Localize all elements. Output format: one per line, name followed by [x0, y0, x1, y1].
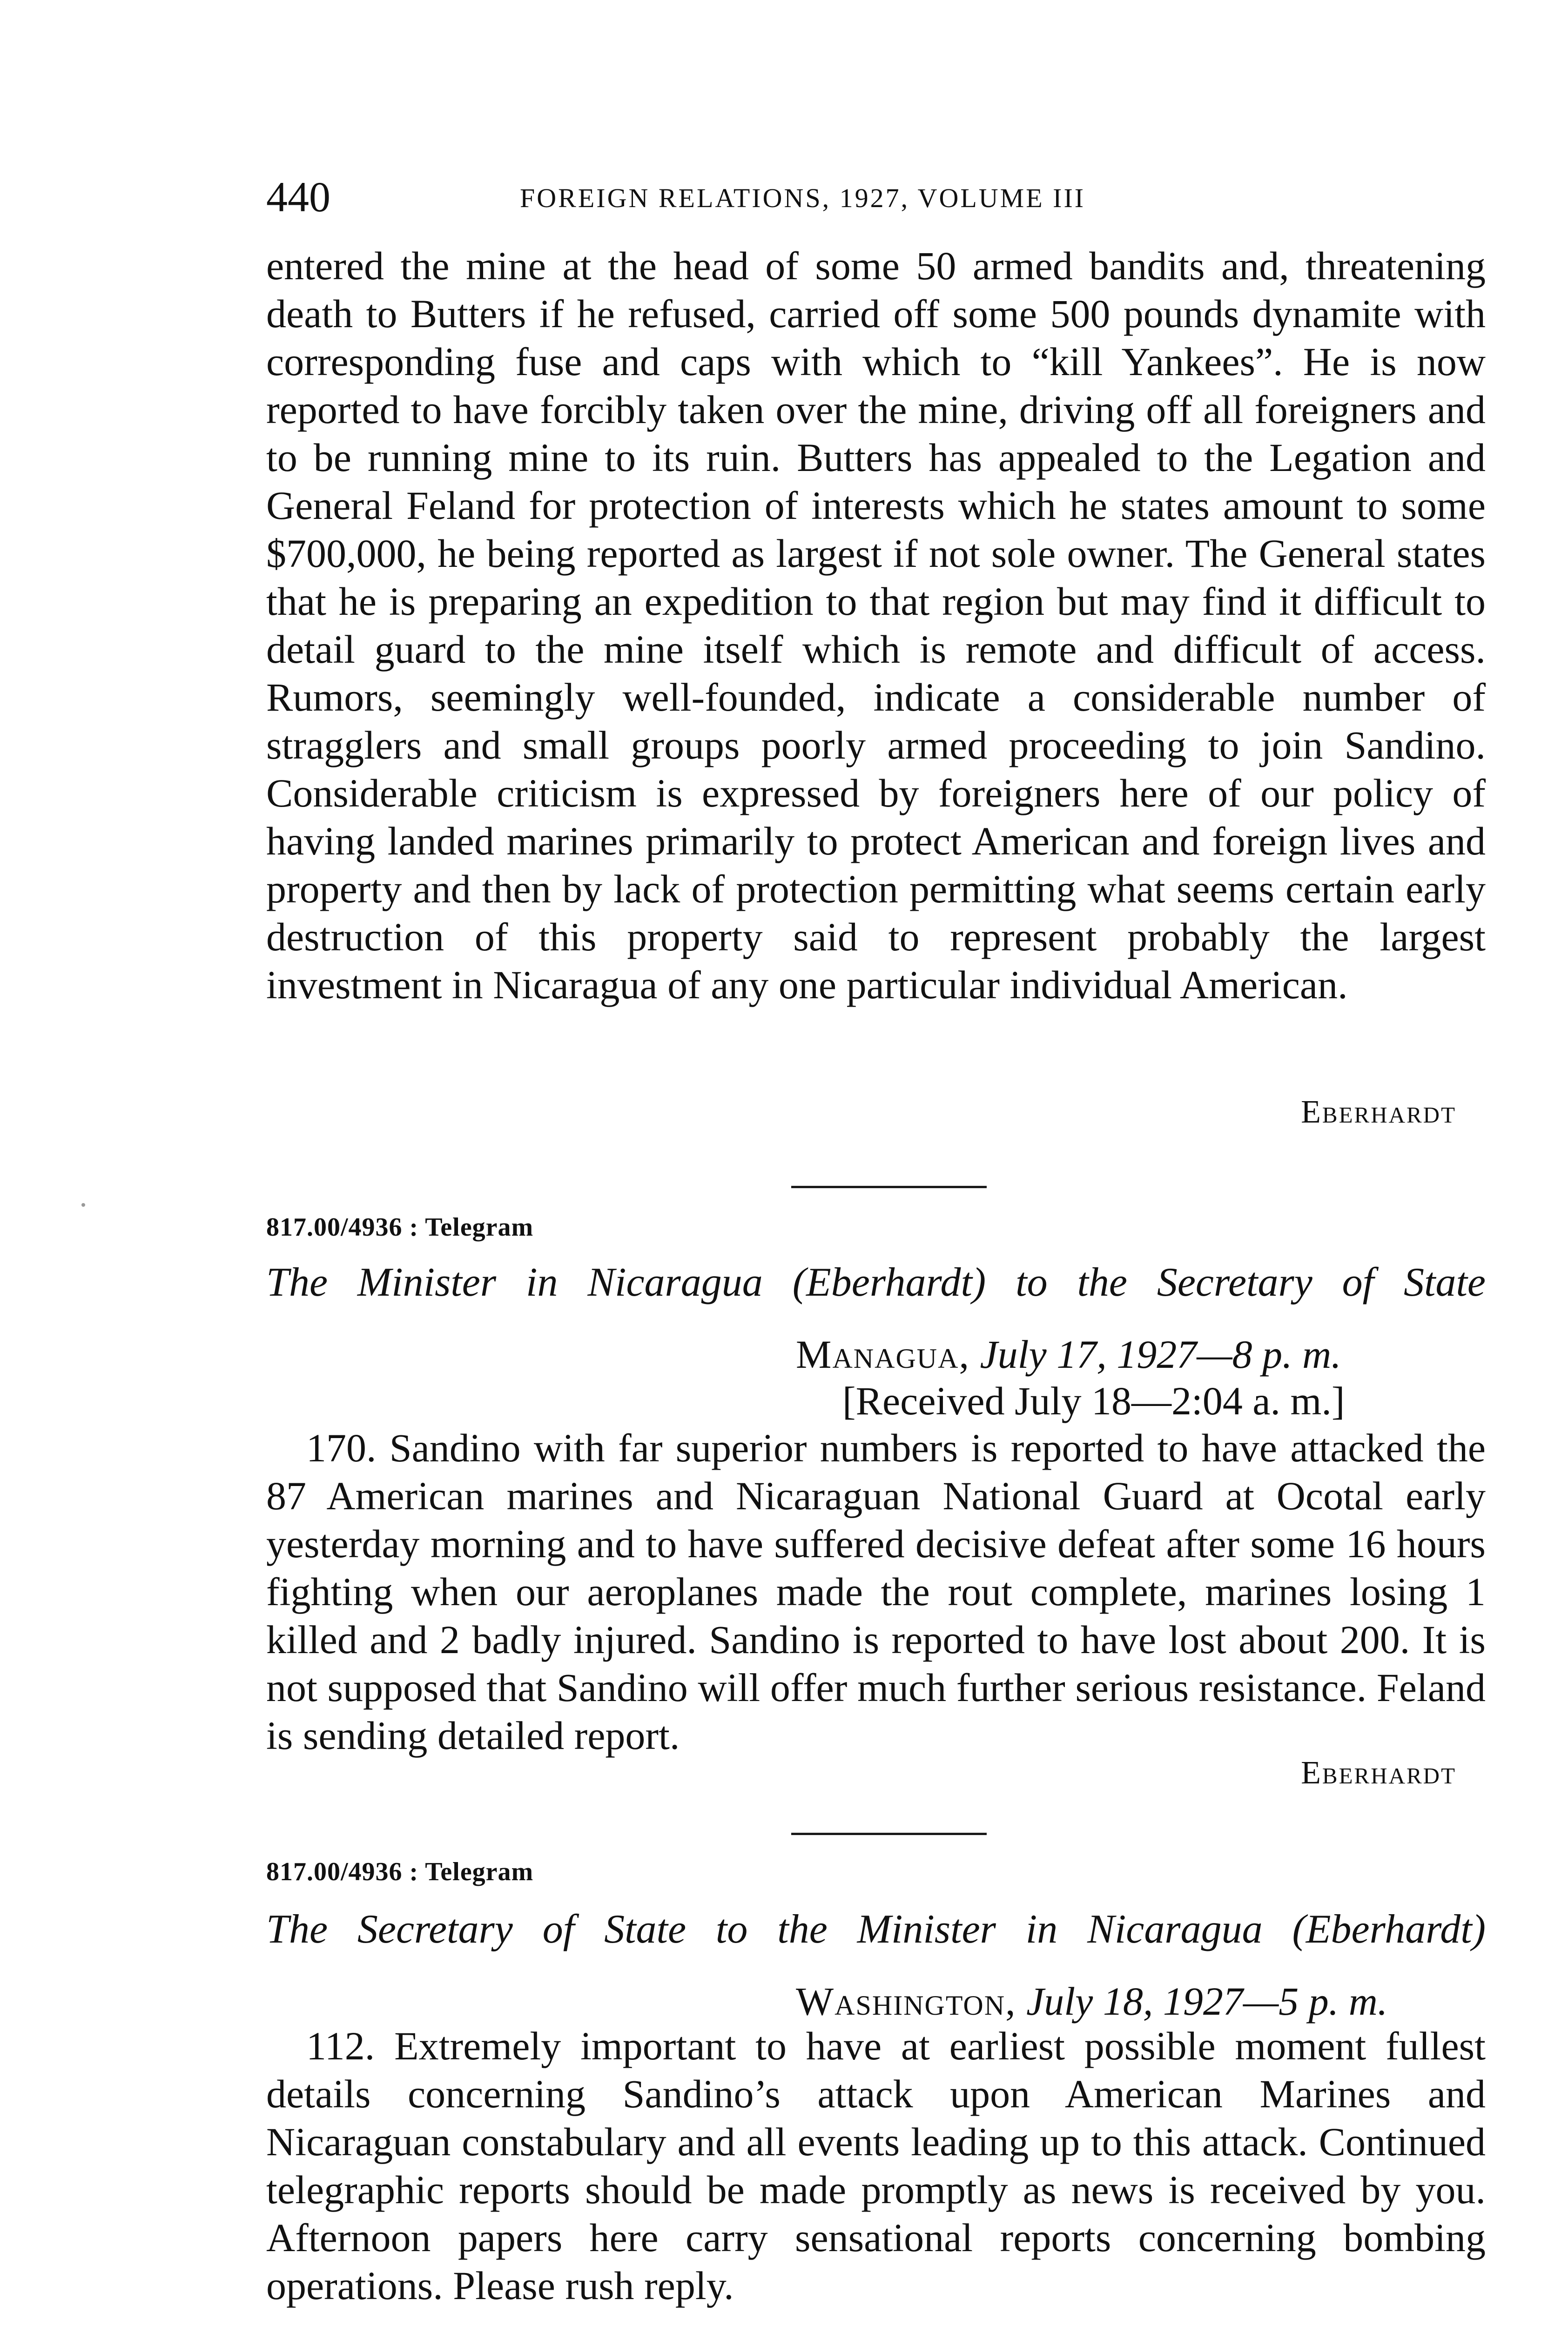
- doc1-body: entered the mine at the head of some 50 armed bandits and, threatening death to Butters if he refused, carried off some 500 pounds dynamite with corresponding fuse and caps with which to “kill Yankees”. He is now reported to have forcibly taken over the mine, driving off all foreigners and to be running mine to its ruin. Butters has appealed to the Legation and General Feland for protection of interests which he states amount to some $700,000, he being reported as largest if not sole owner. The General states that he is preparing an expedition to that region but may find it difficult to detail guard to the mine itself which is remote and difficult of access. Rumors, seemingly well-founded, indicate a considerable number of stragglers and small groups poorly armed proceeding to join Sandino. Considerable criticism is expressed by foreigners here of our policy of having landed marines primarily to protect American and foreign lives and property and then by lack of protection permitting what seems certain early destruction of this property said to represent probably the largest investment in Nicaragua of any one particular individual American.: [266, 243, 1486, 1007]
- section-divider-2: [791, 1833, 987, 1835]
- section-divider-1: [791, 1186, 987, 1188]
- doc3-body: 112. Extremely important to have at earliest possible moment fullest details concerning Sandino’s attack upon American Marines and Nicaraguan constabulary and all events leading up to this attack. Continued telegraphic reports should be made promptly as news is received by you. Afternoon papers here carry sensational reports concerning bombing operations. Please rush reply.: [266, 2024, 1486, 2308]
- page-number: 440: [266, 173, 330, 221]
- doc1-signature: Eberhardt: [1301, 1094, 1456, 1130]
- doc2-dateline-place: Managua,: [796, 1332, 970, 1377]
- doc3-dateline: [796, 1978, 1387, 2024]
- doc2-dateline-date: July 17, 1927—8 p. m.: [980, 1332, 1341, 1377]
- scan-speck: [81, 1203, 85, 1207]
- page-header: [266, 172, 1383, 223]
- doc2-body: 170. Sandino with far superior numbers is reported to have attacked the 87 American marines and Nicaraguan National Guard at Ocotal early yesterday morning and to have suffered decisive defeat after some 16 hours fighting when our aeroplanes made the rout complete, marines losing 1 killed and 2 badly injured. Sandino is reported to have lost about 200. It is not supposed that Sandino will offer much further serious resistance. Feland is sending detailed report.: [266, 1426, 1486, 1758]
- doc3-dateline-place: Washington,: [796, 1979, 1016, 2024]
- doc2-received: [Received July 18—2:04 a. m.]: [842, 1379, 1345, 1423]
- doc2-file-reference: 817.00/4936 : Telegram: [266, 1213, 534, 1242]
- doc3-title: The Secretary of State to the Minister in Nicaragua (Eberhardt): [266, 1907, 1486, 1952]
- doc2-title: The Minister in Nicaragua (Eberhardt) to the Secretary of State: [266, 1260, 1486, 1305]
- doc2-signature: Eberhardt: [1301, 1755, 1456, 1791]
- doc3-dateline-date: July 18, 1927—5 p. m.: [1026, 1979, 1388, 2024]
- running-head: FOREIGN RELATIONS, 1927, VOLUME III: [520, 183, 1086, 213]
- doc2-dateline: [796, 1331, 1341, 1378]
- doc3-file-reference: 817.00/4936 : Telegram: [266, 1857, 534, 1886]
